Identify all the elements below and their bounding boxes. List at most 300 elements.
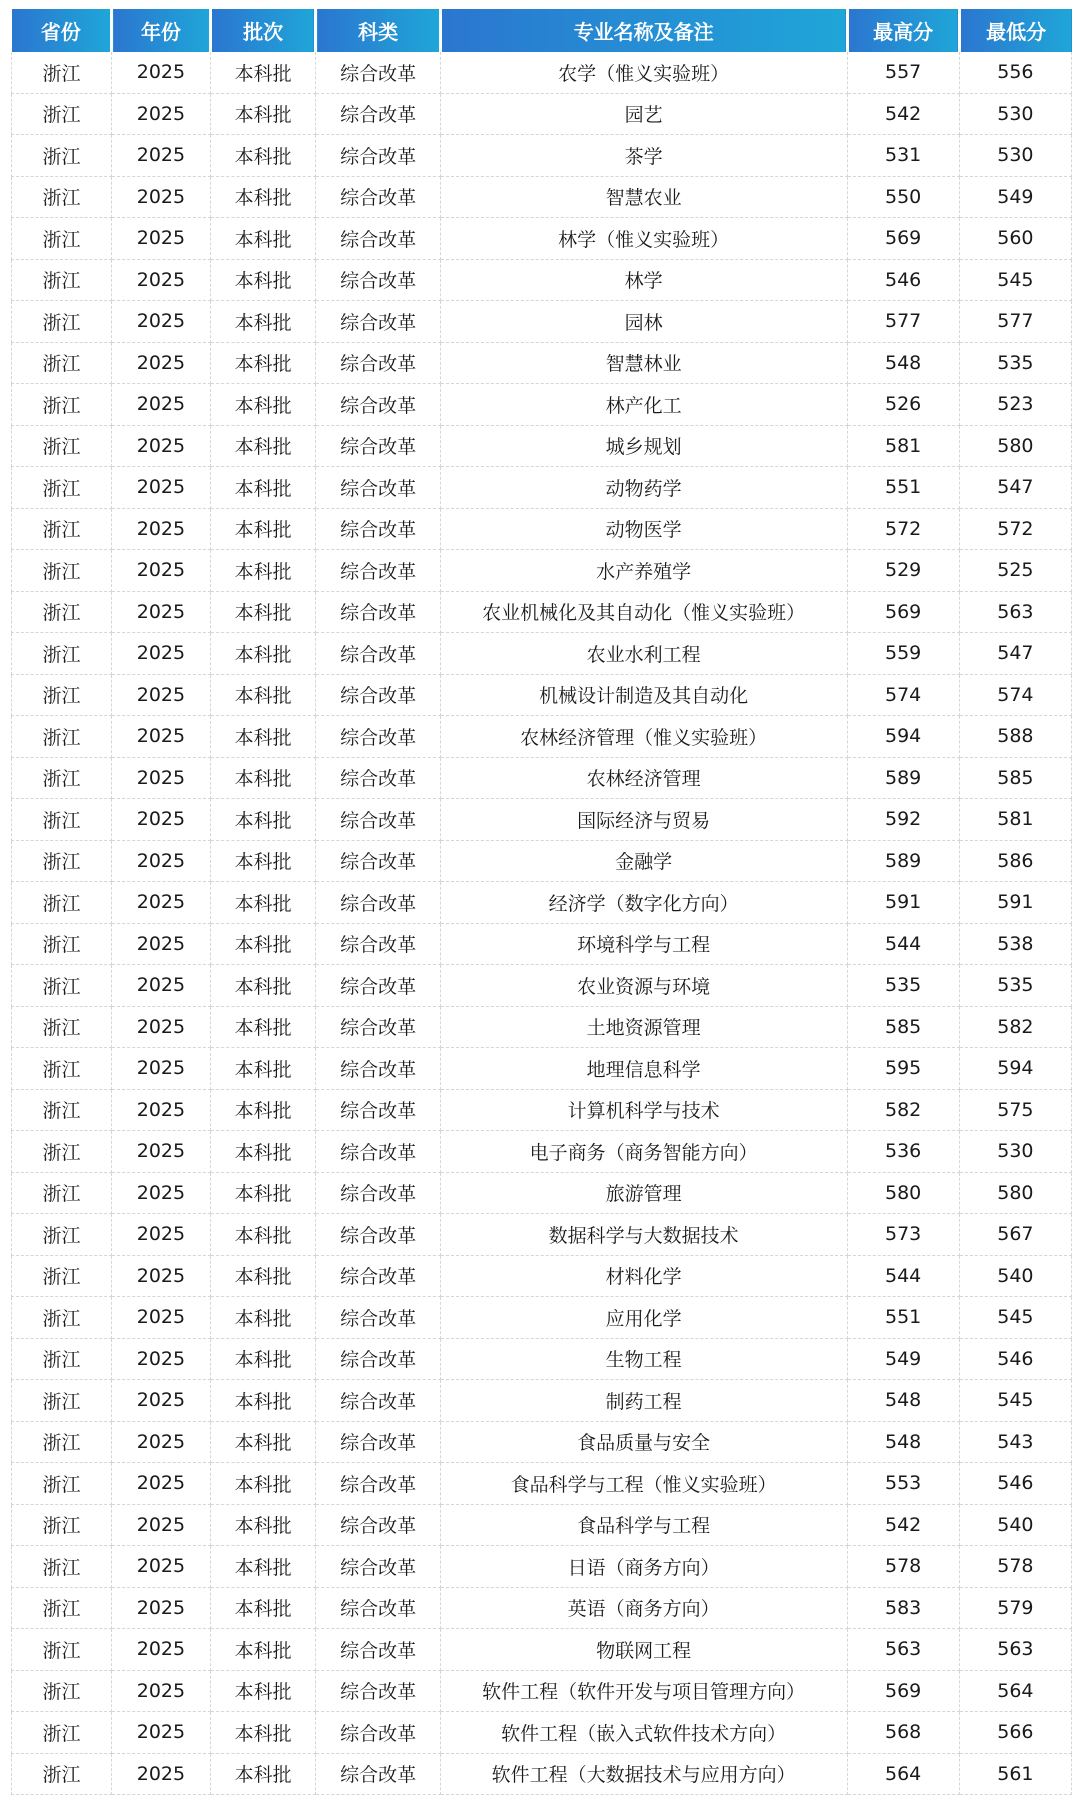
cell-category: 综合改革 xyxy=(316,1463,440,1505)
cell-major: 动物药学 xyxy=(440,467,847,509)
cell-batch: 本科批 xyxy=(210,882,316,924)
cell-batch: 本科批 xyxy=(210,1297,316,1339)
cell-category: 综合改革 xyxy=(316,716,440,758)
cell-batch: 本科批 xyxy=(210,757,316,799)
cell-min-score: 560 xyxy=(959,218,1071,260)
cell-province: 浙江 xyxy=(12,1753,112,1795)
cell-year: 2025 xyxy=(112,550,211,592)
cell-year: 2025 xyxy=(112,1214,211,1256)
cell-batch: 本科批 xyxy=(210,674,316,716)
header-min-score: 最低分 xyxy=(959,9,1071,52)
cell-min-score: 580 xyxy=(959,425,1071,467)
cell-province: 浙江 xyxy=(12,840,112,882)
cell-batch: 本科批 xyxy=(210,1712,316,1754)
cell-min-score: 546 xyxy=(959,1463,1071,1505)
cell-year: 2025 xyxy=(112,1131,211,1173)
cell-category: 综合改革 xyxy=(316,1089,440,1131)
table-row xyxy=(12,425,1072,467)
cell-major: 园林 xyxy=(440,301,847,343)
cell-min-score: 575 xyxy=(959,1089,1071,1131)
cell-major: 物联网工程 xyxy=(440,1629,847,1671)
cell-province: 浙江 xyxy=(12,301,112,343)
cell-min-score: 574 xyxy=(959,674,1071,716)
cell-max-score: 580 xyxy=(847,1172,959,1214)
cell-province: 浙江 xyxy=(12,1089,112,1131)
header-year: 年份 xyxy=(112,9,211,52)
cell-major: 应用化学 xyxy=(440,1297,847,1339)
cell-category: 综合改革 xyxy=(316,923,440,965)
cell-major: 城乡规划 xyxy=(440,425,847,467)
cell-batch: 本科批 xyxy=(210,1421,316,1463)
cell-major: 农学（惟义实验班） xyxy=(440,52,847,93)
cell-batch: 本科批 xyxy=(210,508,316,550)
cell-year: 2025 xyxy=(112,1629,211,1671)
table-row xyxy=(12,1172,1072,1214)
header-category: 科类 xyxy=(316,9,440,52)
cell-province: 浙江 xyxy=(12,882,112,924)
cell-max-score: 592 xyxy=(847,799,959,841)
cell-major: 农业水利工程 xyxy=(440,633,847,675)
cell-min-score: 540 xyxy=(959,1504,1071,1546)
cell-year: 2025 xyxy=(112,1463,211,1505)
cell-max-score: 548 xyxy=(847,1380,959,1422)
cell-max-score: 572 xyxy=(847,508,959,550)
cell-batch: 本科批 xyxy=(210,1255,316,1297)
cell-year: 2025 xyxy=(112,342,211,384)
cell-category: 综合改革 xyxy=(316,1712,440,1754)
cell-batch: 本科批 xyxy=(210,1463,316,1505)
cell-max-score: 544 xyxy=(847,1255,959,1297)
cell-year: 2025 xyxy=(112,1504,211,1546)
cell-major: 电子商务（商务智能方向） xyxy=(440,1131,847,1173)
table-row xyxy=(12,508,1072,550)
cell-max-score: 536 xyxy=(847,1131,959,1173)
cell-province: 浙江 xyxy=(12,176,112,218)
cell-min-score: 547 xyxy=(959,633,1071,675)
cell-major: 环境科学与工程 xyxy=(440,923,847,965)
cell-max-score: 595 xyxy=(847,1048,959,1090)
cell-year: 2025 xyxy=(112,176,211,218)
cell-year: 2025 xyxy=(112,633,211,675)
cell-year: 2025 xyxy=(112,1670,211,1712)
cell-min-score: 581 xyxy=(959,799,1071,841)
cell-min-score: 563 xyxy=(959,1629,1071,1671)
cell-province: 浙江 xyxy=(12,93,112,135)
cell-batch: 本科批 xyxy=(210,1048,316,1090)
cell-major: 计算机科学与技术 xyxy=(440,1089,847,1131)
cell-province: 浙江 xyxy=(12,218,112,260)
cell-batch: 本科批 xyxy=(210,176,316,218)
cell-batch: 本科批 xyxy=(210,1214,316,1256)
cell-min-score: 591 xyxy=(959,882,1071,924)
cell-batch: 本科批 xyxy=(210,1006,316,1048)
cell-max-score: 591 xyxy=(847,882,959,924)
cell-year: 2025 xyxy=(112,1048,211,1090)
cell-batch: 本科批 xyxy=(210,342,316,384)
cell-min-score: 523 xyxy=(959,384,1071,426)
cell-min-score: 540 xyxy=(959,1255,1071,1297)
cell-min-score: 556 xyxy=(959,52,1071,93)
cell-year: 2025 xyxy=(112,1546,211,1588)
table-row xyxy=(12,342,1072,384)
cell-min-score: 585 xyxy=(959,757,1071,799)
cell-province: 浙江 xyxy=(12,1338,112,1380)
table-row xyxy=(12,799,1072,841)
cell-min-score: 547 xyxy=(959,467,1071,509)
cell-min-score: 564 xyxy=(959,1670,1071,1712)
table-row xyxy=(12,93,1072,135)
cell-year: 2025 xyxy=(112,716,211,758)
cell-major: 软件工程（软件开发与项目管理方向） xyxy=(440,1670,847,1712)
cell-min-score: 563 xyxy=(959,591,1071,633)
cell-max-score: 568 xyxy=(847,1712,959,1754)
cell-province: 浙江 xyxy=(12,1255,112,1297)
cell-min-score: 588 xyxy=(959,716,1071,758)
table-row xyxy=(12,1255,1072,1297)
cell-min-score: 580 xyxy=(959,1172,1071,1214)
cell-min-score: 545 xyxy=(959,259,1071,301)
table-row xyxy=(12,1131,1072,1173)
cell-batch: 本科批 xyxy=(210,52,316,93)
table-row xyxy=(12,135,1072,177)
cell-province: 浙江 xyxy=(12,1048,112,1090)
cell-province: 浙江 xyxy=(12,1421,112,1463)
cell-max-score: 578 xyxy=(847,1546,959,1588)
cell-min-score: 546 xyxy=(959,1338,1071,1380)
cell-batch: 本科批 xyxy=(210,384,316,426)
cell-max-score: 564 xyxy=(847,1753,959,1795)
cell-batch: 本科批 xyxy=(210,1670,316,1712)
cell-province: 浙江 xyxy=(12,923,112,965)
cell-category: 综合改革 xyxy=(316,301,440,343)
cell-max-score: 548 xyxy=(847,1421,959,1463)
cell-category: 综合改革 xyxy=(316,52,440,93)
cell-major: 动物医学 xyxy=(440,508,847,550)
table-row xyxy=(12,1089,1072,1131)
table-row xyxy=(12,591,1072,633)
header-province: 省份 xyxy=(12,9,112,52)
cell-year: 2025 xyxy=(112,508,211,550)
cell-batch: 本科批 xyxy=(210,1380,316,1422)
cell-max-score: 542 xyxy=(847,93,959,135)
table-row xyxy=(12,882,1072,924)
table-row xyxy=(12,1463,1072,1505)
cell-year: 2025 xyxy=(112,1006,211,1048)
cell-min-score: 549 xyxy=(959,176,1071,218)
cell-category: 综合改革 xyxy=(316,674,440,716)
cell-category: 综合改革 xyxy=(316,1255,440,1297)
cell-category: 综合改革 xyxy=(316,1006,440,1048)
cell-province: 浙江 xyxy=(12,965,112,1007)
cell-max-score: 574 xyxy=(847,674,959,716)
cell-major: 茶学 xyxy=(440,135,847,177)
cell-province: 浙江 xyxy=(12,591,112,633)
table-row xyxy=(12,1629,1072,1671)
cell-min-score: 579 xyxy=(959,1587,1071,1629)
cell-category: 综合改革 xyxy=(316,93,440,135)
cell-major: 食品科学与工程（惟义实验班） xyxy=(440,1463,847,1505)
cell-province: 浙江 xyxy=(12,259,112,301)
cell-province: 浙江 xyxy=(12,1131,112,1173)
table-row xyxy=(12,467,1072,509)
cell-max-score: 551 xyxy=(847,467,959,509)
cell-year: 2025 xyxy=(112,965,211,1007)
cell-batch: 本科批 xyxy=(210,135,316,177)
cell-province: 浙江 xyxy=(12,1297,112,1339)
cell-batch: 本科批 xyxy=(210,259,316,301)
cell-major: 软件工程（大数据技术与应用方向） xyxy=(440,1753,847,1795)
cell-batch: 本科批 xyxy=(210,965,316,1007)
cell-province: 浙江 xyxy=(12,467,112,509)
cell-province: 浙江 xyxy=(12,757,112,799)
cell-year: 2025 xyxy=(112,1297,211,1339)
cell-major: 机械设计制造及其自动化 xyxy=(440,674,847,716)
cell-max-score: 531 xyxy=(847,135,959,177)
cell-batch: 本科批 xyxy=(210,550,316,592)
cell-max-score: 551 xyxy=(847,1297,959,1339)
cell-category: 综合改革 xyxy=(316,1338,440,1380)
cell-category: 综合改革 xyxy=(316,1380,440,1422)
cell-max-score: 549 xyxy=(847,1338,959,1380)
cell-major: 园艺 xyxy=(440,93,847,135)
cell-category: 综合改革 xyxy=(316,508,440,550)
cell-max-score: 582 xyxy=(847,1089,959,1131)
cell-batch: 本科批 xyxy=(210,467,316,509)
cell-major: 林产化工 xyxy=(440,384,847,426)
cell-batch: 本科批 xyxy=(210,799,316,841)
table-row xyxy=(12,1670,1072,1712)
cell-category: 综合改革 xyxy=(316,384,440,426)
cell-year: 2025 xyxy=(112,425,211,467)
cell-min-score: 561 xyxy=(959,1753,1071,1795)
cell-major: 农林经济管理（惟义实验班） xyxy=(440,716,847,758)
cell-major: 食品质量与安全 xyxy=(440,1421,847,1463)
cell-category: 综合改革 xyxy=(316,467,440,509)
cell-province: 浙江 xyxy=(12,425,112,467)
cell-major: 英语（商务方向） xyxy=(440,1587,847,1629)
cell-min-score: 538 xyxy=(959,923,1071,965)
cell-batch: 本科批 xyxy=(210,591,316,633)
table-row xyxy=(12,674,1072,716)
cell-major: 水产养殖学 xyxy=(440,550,847,592)
cell-province: 浙江 xyxy=(12,550,112,592)
cell-province: 浙江 xyxy=(12,342,112,384)
cell-max-score: 557 xyxy=(847,52,959,93)
cell-max-score: 546 xyxy=(847,259,959,301)
cell-min-score: 525 xyxy=(959,550,1071,592)
cell-year: 2025 xyxy=(112,882,211,924)
cell-category: 综合改革 xyxy=(316,342,440,384)
cell-province: 浙江 xyxy=(12,1546,112,1588)
cell-major: 制药工程 xyxy=(440,1380,847,1422)
cell-min-score: 582 xyxy=(959,1006,1071,1048)
cell-max-score: 573 xyxy=(847,1214,959,1256)
table-row xyxy=(12,716,1072,758)
cell-province: 浙江 xyxy=(12,716,112,758)
cell-max-score: 563 xyxy=(847,1629,959,1671)
table-row xyxy=(12,1048,1072,1090)
cell-province: 浙江 xyxy=(12,508,112,550)
table-row xyxy=(12,176,1072,218)
cell-year: 2025 xyxy=(112,1255,211,1297)
cell-min-score: 545 xyxy=(959,1380,1071,1422)
cell-batch: 本科批 xyxy=(210,923,316,965)
cell-batch: 本科批 xyxy=(210,1172,316,1214)
table-row xyxy=(12,757,1072,799)
cell-max-score: 553 xyxy=(847,1463,959,1505)
cell-year: 2025 xyxy=(112,1338,211,1380)
table-row xyxy=(12,218,1072,260)
cell-major: 农林经济管理 xyxy=(440,757,847,799)
cell-category: 综合改革 xyxy=(316,965,440,1007)
cell-max-score: 529 xyxy=(847,550,959,592)
header-major: 专业名称及备注 xyxy=(440,9,847,52)
cell-province: 浙江 xyxy=(12,1214,112,1256)
cell-max-score: 589 xyxy=(847,757,959,799)
cell-category: 综合改革 xyxy=(316,218,440,260)
cell-max-score: 548 xyxy=(847,342,959,384)
table-row xyxy=(12,633,1072,675)
cell-batch: 本科批 xyxy=(210,1338,316,1380)
cell-max-score: 581 xyxy=(847,425,959,467)
cell-province: 浙江 xyxy=(12,384,112,426)
table-row xyxy=(12,923,1072,965)
cell-year: 2025 xyxy=(112,840,211,882)
table-row xyxy=(12,384,1072,426)
header-batch: 批次 xyxy=(210,9,316,52)
table-row xyxy=(12,1546,1072,1588)
cell-category: 综合改革 xyxy=(316,882,440,924)
cell-province: 浙江 xyxy=(12,799,112,841)
cell-batch: 本科批 xyxy=(210,93,316,135)
table-row xyxy=(12,301,1072,343)
table-row xyxy=(12,1504,1072,1546)
cell-category: 综合改革 xyxy=(316,1504,440,1546)
table-row xyxy=(12,259,1072,301)
cell-year: 2025 xyxy=(112,1172,211,1214)
cell-major: 生物工程 xyxy=(440,1338,847,1380)
cell-category: 综合改革 xyxy=(316,757,440,799)
cell-category: 综合改革 xyxy=(316,425,440,467)
cell-max-score: 569 xyxy=(847,218,959,260)
cell-year: 2025 xyxy=(112,467,211,509)
cell-max-score: 589 xyxy=(847,840,959,882)
cell-max-score: 585 xyxy=(847,1006,959,1048)
cell-max-score: 583 xyxy=(847,1587,959,1629)
cell-batch: 本科批 xyxy=(210,301,316,343)
cell-province: 浙江 xyxy=(12,1463,112,1505)
cell-category: 综合改革 xyxy=(316,550,440,592)
cell-major: 国际经济与贸易 xyxy=(440,799,847,841)
cell-major: 地理信息科学 xyxy=(440,1048,847,1090)
cell-category: 综合改革 xyxy=(316,176,440,218)
cell-batch: 本科批 xyxy=(210,1587,316,1629)
table-row xyxy=(12,1753,1072,1795)
cell-batch: 本科批 xyxy=(210,840,316,882)
cell-category: 综合改革 xyxy=(316,1629,440,1671)
cell-max-score: 577 xyxy=(847,301,959,343)
cell-batch: 本科批 xyxy=(210,218,316,260)
cell-batch: 本科批 xyxy=(210,1753,316,1795)
cell-category: 综合改革 xyxy=(316,1753,440,1795)
cell-major: 智慧农业 xyxy=(440,176,847,218)
cell-major: 农业资源与环境 xyxy=(440,965,847,1007)
table-row xyxy=(12,1214,1072,1256)
cell-max-score: 594 xyxy=(847,716,959,758)
cell-max-score: 550 xyxy=(847,176,959,218)
cell-year: 2025 xyxy=(112,591,211,633)
cell-major: 金融学 xyxy=(440,840,847,882)
cell-year: 2025 xyxy=(112,1712,211,1754)
cell-major: 软件工程（嵌入式软件技术方向） xyxy=(440,1712,847,1754)
cell-min-score: 594 xyxy=(959,1048,1071,1090)
cell-province: 浙江 xyxy=(12,1629,112,1671)
cell-major: 日语（商务方向） xyxy=(440,1546,847,1588)
cell-major: 旅游管理 xyxy=(440,1172,847,1214)
cell-year: 2025 xyxy=(112,259,211,301)
cell-max-score: 526 xyxy=(847,384,959,426)
cell-province: 浙江 xyxy=(12,1380,112,1422)
cell-year: 2025 xyxy=(112,135,211,177)
cell-max-score: 559 xyxy=(847,633,959,675)
cell-province: 浙江 xyxy=(12,1504,112,1546)
table-row xyxy=(12,1297,1072,1339)
cell-batch: 本科批 xyxy=(210,716,316,758)
cell-min-score: 577 xyxy=(959,301,1071,343)
cell-year: 2025 xyxy=(112,1089,211,1131)
cell-major: 食品科学与工程 xyxy=(440,1504,847,1546)
cell-province: 浙江 xyxy=(12,674,112,716)
cell-category: 综合改革 xyxy=(316,1297,440,1339)
cell-major: 数据科学与大数据技术 xyxy=(440,1214,847,1256)
cell-batch: 本科批 xyxy=(210,1131,316,1173)
cell-province: 浙江 xyxy=(12,1006,112,1048)
cell-year: 2025 xyxy=(112,1380,211,1422)
cell-category: 综合改革 xyxy=(316,1587,440,1629)
cell-batch: 本科批 xyxy=(210,1504,316,1546)
cell-year: 2025 xyxy=(112,384,211,426)
cell-min-score: 535 xyxy=(959,965,1071,1007)
cell-min-score: 530 xyxy=(959,93,1071,135)
cell-min-score: 572 xyxy=(959,508,1071,550)
cell-province: 浙江 xyxy=(12,1712,112,1754)
cell-batch: 本科批 xyxy=(210,1089,316,1131)
table-row xyxy=(12,965,1072,1007)
table-row xyxy=(12,1006,1072,1048)
cell-year: 2025 xyxy=(112,674,211,716)
cell-major: 材料化学 xyxy=(440,1255,847,1297)
cell-max-score: 535 xyxy=(847,965,959,1007)
cell-province: 浙江 xyxy=(12,1587,112,1629)
cell-min-score: 543 xyxy=(959,1421,1071,1463)
cell-major: 林学 xyxy=(440,259,847,301)
cell-min-score: 535 xyxy=(959,342,1071,384)
cell-major: 智慧林业 xyxy=(440,342,847,384)
cell-batch: 本科批 xyxy=(210,633,316,675)
cell-year: 2025 xyxy=(112,93,211,135)
table-body xyxy=(12,52,1072,1795)
cell-category: 综合改革 xyxy=(316,633,440,675)
table-row xyxy=(12,1712,1072,1754)
cell-min-score: 578 xyxy=(959,1546,1071,1588)
cell-category: 综合改革 xyxy=(316,1421,440,1463)
table-header-row xyxy=(12,9,1072,52)
cell-major: 林学（惟义实验班） xyxy=(440,218,847,260)
cell-major: 经济学（数字化方向） xyxy=(440,882,847,924)
cell-year: 2025 xyxy=(112,757,211,799)
cell-min-score: 586 xyxy=(959,840,1071,882)
cell-category: 综合改革 xyxy=(316,840,440,882)
